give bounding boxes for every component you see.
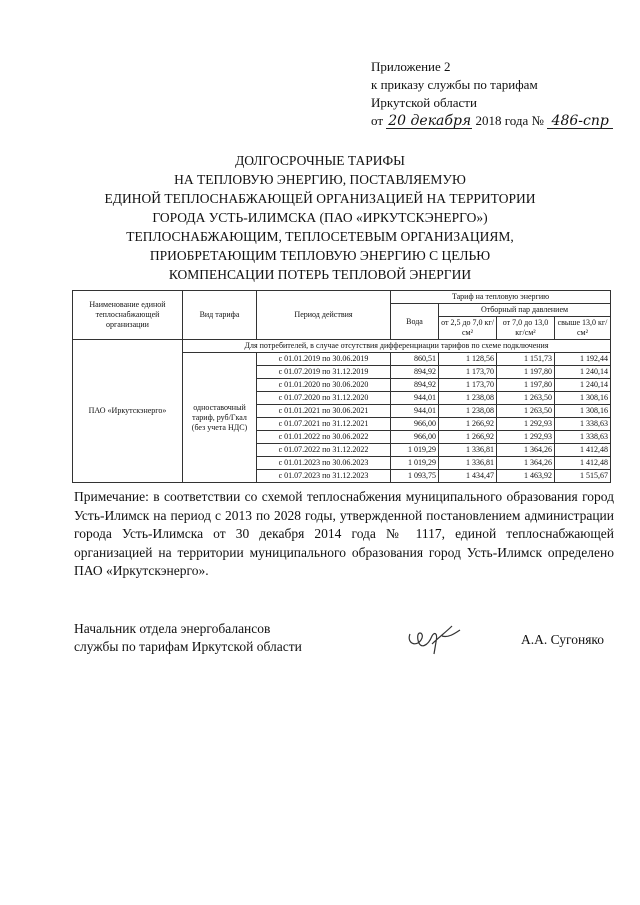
period-cell: с 01.01.2022 по 30.06.2022 [257,431,391,444]
period-cell: с 01.07.2022 по 31.12.2022 [257,444,391,457]
handwritten-date: 20 декабря [388,113,472,129]
tariff-value-cell: 1 093,75 [391,470,439,483]
tariff-value-cell: 1 192,44 [555,353,611,366]
tariff-value-cell: 1 173,70 [439,379,497,392]
title-line: НА ТЕПЛОВУЮ ЭНЕРГИЮ, ПОСТАВЛЯЕМУЮ [174,172,466,187]
tariff-value-cell: 1 364,26 [497,444,555,457]
tariff-value-cell: 1 308,16 [555,405,611,418]
annex-line-3: Иркутской области [371,95,477,110]
tariff-value-cell: 1 240,14 [555,366,611,379]
period-cell: с 01.01.2023 по 30.06.2023 [257,457,391,470]
period-cell: с 01.07.2019 по 31.12.2019 [257,366,391,379]
period-cell: с 01.07.2023 по 31.12.2023 [257,470,391,483]
tariff-value-cell: 1 240,14 [555,379,611,392]
tariff-value-cell: 1 266,92 [439,431,497,444]
tariff-value-cell: 1 292,93 [497,418,555,431]
tariff-value-cell: 1 336,81 [439,444,497,457]
tariff-value-cell: 1 019,29 [391,444,439,457]
tariff-value-cell: 1 338,63 [555,418,611,431]
tariff-value-cell: 1 412,48 [555,457,611,470]
year-text: 2018 года № [475,113,544,128]
annex-line-2: к приказу службы по тарифам [371,77,538,92]
tariff-value-cell: 1 263,50 [497,405,555,418]
period-cell: с 01.01.2020 по 30.06.2020 [257,379,391,392]
tariff-value-cell: 1 266,92 [439,418,497,431]
tariff-value-cell: 966,00 [391,431,439,444]
header-steam: Отборный пар давлением [439,304,611,317]
handwritten-number: 486-спр [547,114,613,129]
tariff-value-cell: 1 336,81 [439,457,497,470]
tariff-value-cell: 1 197,80 [497,379,555,392]
tariff-value-cell: 1 151,73 [497,353,555,366]
header-tariff-type: Вид тарифа [183,291,257,340]
header-period: Период действия [257,291,391,340]
tariff-value-cell: 1 238,08 [439,392,497,405]
document-title [60,151,580,284]
note-paragraph: Примечание: в соответствии со схемой теплоснабжения муниципального образования город Усть-Илимск на период с 2013 по 2028 годы, утвержденной постановлением администрации города Усть-Илимска от 30 декабря 2014 года № 1117, единой теплоснабжающей организацией на территории муниципального образования город Усть-Илимск определено ПАО «Иркутскэнерго». [74,489,614,579]
from-label: от [371,113,384,128]
position-line-2: службы по тарифам Иркутской области [74,639,302,654]
table-subheader: Для потребителей, в случае отсутствия дифференциации тарифов по схеме подключения [183,340,611,353]
tariff-value-cell: 894,92 [391,366,439,379]
tariff-value-cell: 1 173,70 [439,366,497,379]
tariff-value-cell: 1 434,47 [439,470,497,483]
header-pressure-3: свыше 13,0 кг/см² [555,317,611,340]
header-org: Наименование единой теплоснабжающей организации [73,291,183,340]
tariff-value-cell: 1 238,08 [439,405,497,418]
signatory-name: А.А. Сугоняко [521,632,605,647]
period-cell: с 01.07.2021 по 31.12.2021 [257,418,391,431]
title-line: ГОРОДА УСТЬ-ИЛИМСКА (ПАО «ИРКУТСКЭНЕРГО») [152,210,488,225]
position-line-1: Начальник отдела энергобалансов [74,621,271,636]
period-cell: с 01.07.2020 по 31.12.2020 [257,392,391,405]
tariff-value-cell: 966,00 [391,418,439,431]
tariff-value-cell: 1 019,29 [391,457,439,470]
header-tariff: Тариф на тепловую энергию [391,291,611,304]
tariff-value-cell: 1 128,56 [439,353,497,366]
annex-date-line [371,112,613,130]
tariff-value-cell: 1 263,50 [497,392,555,405]
tariff-value-cell: 944,01 [391,392,439,405]
tariff-value-cell: 1 308,16 [555,392,611,405]
period-cell: с 01.01.2019 по 30.06.2019 [257,353,391,366]
handwritten-signature [404,620,464,656]
tariff-value-cell: 894,92 [391,379,439,392]
title-line: ТЕПЛОСНАБЖАЮЩИМ, ТЕПЛОСЕТЕВЫМ ОРГАНИЗАЦИЯМ, [126,229,514,244]
title-line: ЕДИНОЙ ТЕПЛОСНАБЖАЮЩЕЙ ОРГАНИЗАЦИЕЙ НА ТЕРРИТОРИИ [104,191,536,206]
tariff-value-cell: 1 197,80 [497,366,555,379]
tariff-value-cell: 1 338,63 [555,431,611,444]
signatory-position [74,620,302,656]
title-line: ДОЛГОСРОЧНЫЕ ТАРИФЫ [235,153,405,168]
header-pressure-1: от 2,5 до 7,0 кг/см² [439,317,497,340]
tariff-type-cell: одноставочный тариф, руб/Гкал (без учета НДС) [183,353,257,483]
header-water: Вода [391,304,439,340]
tariff-value-cell: 944,01 [391,405,439,418]
tariff-table [72,290,611,483]
org-cell: ПАО «Иркутскэнерго» [73,340,183,483]
tariff-value-cell: 1 364,26 [497,457,555,470]
tariff-value-cell: 1 412,48 [555,444,611,457]
header-pressure-2: от 7,0 до 13,0 кг/см² [497,317,555,340]
tariff-value-cell: 1 463,92 [497,470,555,483]
period-cell: с 01.01.2021 по 30.06.2021 [257,405,391,418]
annex-line-1: Приложение 2 [371,59,451,74]
title-line: ПРИОБРЕТАЮЩИМ ТЕПЛОВУЮ ЭНЕРГИЮ С ЦЕЛЬЮ [149,248,491,263]
tariff-value-cell: 1 292,93 [497,431,555,444]
tariff-value-cell: 1 515,67 [555,470,611,483]
title-line: КОМПЕНСАЦИИ ПОТЕРЬ ТЕПЛОВОЙ ЭНЕРГИИ [168,267,472,282]
annex-block [371,58,613,130]
tariff-value-cell: 860,51 [391,353,439,366]
